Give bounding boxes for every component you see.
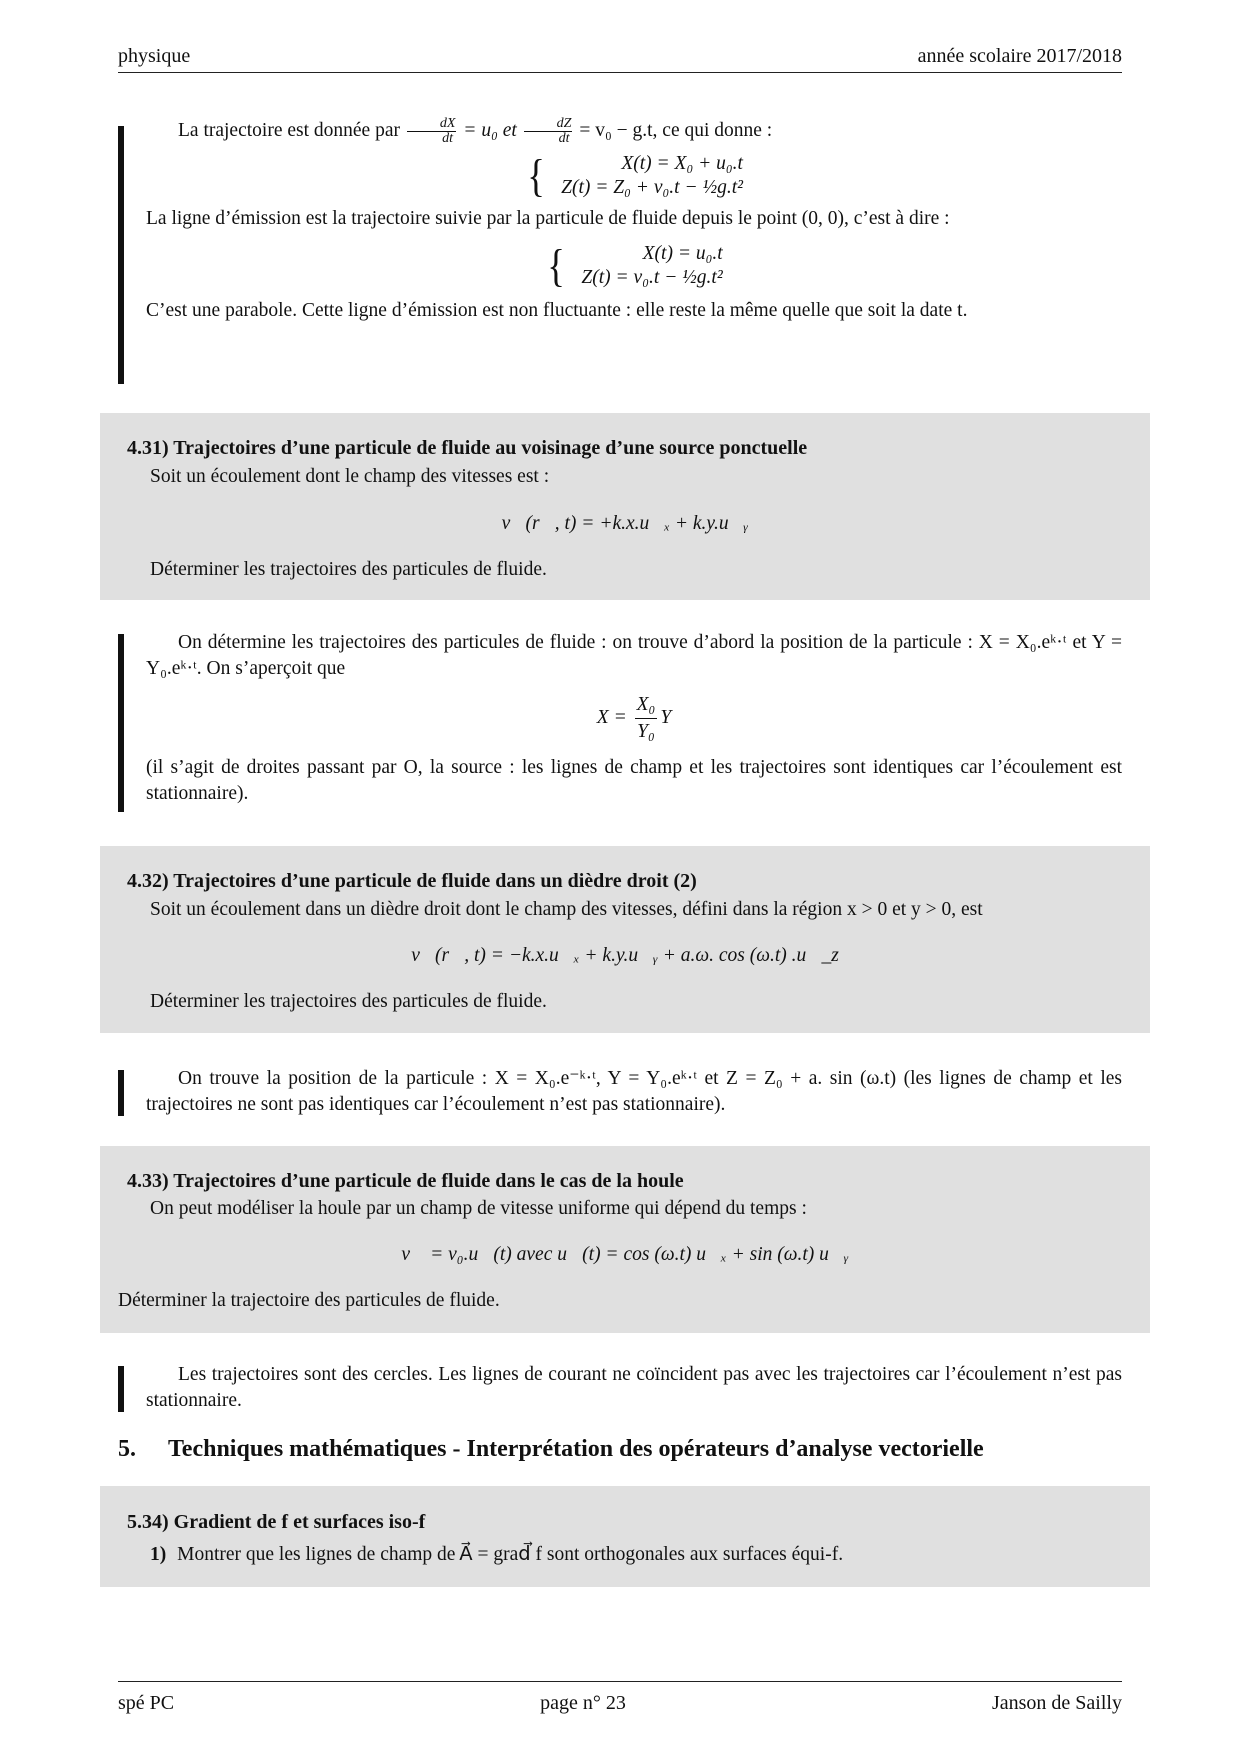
exercise-statement: Soit un écoulement dans un dièdre droit dont le champ des vitesses, défini dans la région x > 0 et y > 0, est [150,899,983,920]
exercise-title: 4.33) Trajectoires d’une particule de fluide dans le cas de la houle [127,1170,684,1192]
page-footer [118,1681,1122,1715]
answer-1-conclusion: C’est une parabole. Cette ligne d’émission est non fluctuante : elle reste la même quelle que soit la date t. [146,300,968,321]
answer-2-equation: X = $\frac{\text{X₀}}{\text{Y₀}}$ Y [596,694,672,742]
section-title: Techniques mathématiques - Interprétation des opérateurs d’analyse vectorielle [168,1436,984,1462]
page-header [118,38,1122,73]
exercise-equation: v⃗(r⃗, t) = +k.x.u⃗ₓ + k.y.u⃗ᵧ [501,513,749,534]
exercise-question [150,1542,1130,1566]
answer-2-text: On détermine les trajectoires des particules de fluide : on trouve d’abord la position de la particule : X = X₀.eᵏ·ᵗ et Y = Y₀.eᵏ·ᵗ. On s’aperçoit que [146,632,1122,679]
answer-1-emission: La ligne d’émission est la trajectoire suivie par la particule de fluide depuis le point (0, 0), c’est à dire : [146,208,950,229]
section-heading [118,1436,1122,1463]
answer-bar [118,634,124,812]
answer-3-text: On trouve la position de la particule : X = X₀.e⁻ᵏ·ᵗ, Y = Y₀.eᵏ·ᵗ et Z = Z₀ + a. sin (ω.t) (les lignes de champ et les trajectoires ne sont pas identiques car l’écoulement n’est pas stationnaire). [146,1068,1122,1115]
exercise-title: 4.31) Trajectoires d’une particule de fluide au voisinage d’une source ponctuelle [127,437,808,459]
answer-4-text: Les trajectoires sont des cercles. Les lignes de courant ne coïncident pas avec les trajectoires car l’écoulement n’est pas stationnaire. [146,1364,1122,1411]
footer-page-number: page n° 23 [540,1692,626,1714]
equation-system-1: { X(t) = X₀ + u₀.t Z(t) = Z₀ + v₀.t − ½g.t² [527,150,743,201]
equation-system-2: { X(t) = u₀.t Z(t) = v₀.t − ½g.t² [547,240,723,291]
exercise-4-32 [100,846,1150,1033]
question-number: 1) [150,1544,167,1565]
dz-dt-fraction: $\frac{dZ}{dt}$ [524,117,573,146]
header-subject: physique [118,45,191,67]
answer-bar [118,1366,124,1412]
exercise-title: 4.32) Trajectoires d’une particule de fluide dans un dièdre droit (2) [127,870,697,892]
answer-2-note: (il s’agit de droites passant par O, la source : les lignes de champ et les trajectoires sont identiques car l’écoulement est stationnaire). [146,757,1122,804]
answer-bar [118,126,124,384]
exercise-statement: On peut modéliser la houle par un champ de vitesse uniforme qui dépend du temps : [150,1198,807,1219]
exercise-question: Déterminer les trajectoires des particules de fluide. [150,991,547,1012]
answer-bar [118,1070,124,1116]
exercise-question: Déterminer les trajectoires des particules de fluide. [150,559,547,580]
exercise-statement: Soit un écoulement dont le champ des vitesses est : [150,466,550,487]
answer-block-2 [118,630,1122,807]
exercise-question: Déterminer la trajectoire des particules de fluide. [118,1290,500,1311]
footer-class: spé PC [118,1692,175,1714]
header-year: année scolaire 2017/2018 [917,45,1122,67]
answer-block-1 [118,114,1122,324]
answer-block-3 [118,1066,1122,1118]
section-number: 5. [118,1436,136,1462]
exercise-equation: v⃗(r⃗, t) = −k.x.u⃗ₓ + k.y.u⃗ᵧ + a.ω. cos (ω.t) .u⃗_z [411,945,839,966]
answer-block-4 [118,1362,1122,1414]
exercise-title: 5.34) Gradient de f et surfaces iso-f [127,1511,426,1533]
question-text: Montrer que les lignes de champ de A⃗ = grad⃗ f sont orthogonales aux surfaces équi-f. [177,1544,844,1565]
exercise-equation: v⃗ = v₀.u⃗(t) avec u⃗(t) = cos (ω.t) u⃗ₓ + sin (ω.t) u⃗ᵧ [401,1244,849,1265]
exercise-4-33 [100,1146,1150,1333]
footer-school: Janson de Sailly [991,1692,1122,1714]
exercise-4-31 [100,413,1150,600]
exercise-5-34 [100,1486,1150,1587]
dx-dt-fraction: $\frac{dX}{dt}$ [407,117,457,146]
answer-1-intro: La trajectoire est donnée par $\frac{dX}{dt}$ = u₀ et $\frac{dZ}{dt}$ = v₀ − g.t, ce qui donne : [178,116,773,147]
